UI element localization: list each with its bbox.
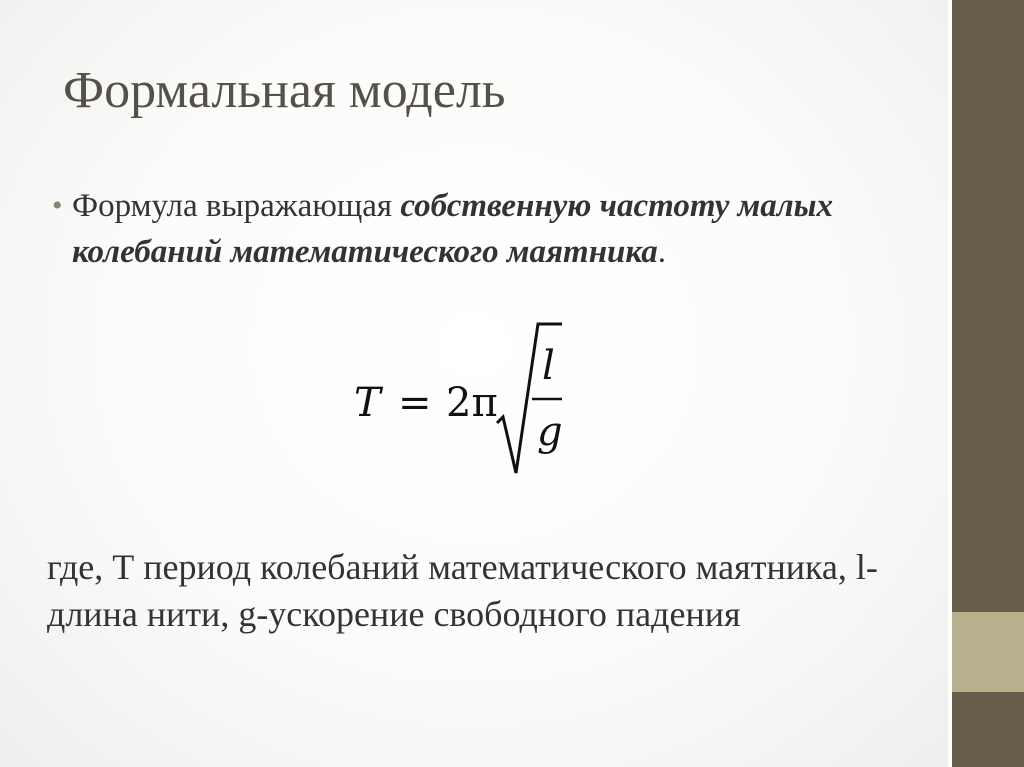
formula-lhs: T [354, 380, 381, 426]
bullet-prefix: Формула выражающая [72, 188, 401, 224]
formula-coefficient: 2π [446, 380, 498, 426]
formula-denominator: g [537, 409, 563, 455]
bullet-dot-icon: • [52, 189, 63, 222]
decorative-sidebar [948, 0, 1024, 767]
sidebar-accent-block [952, 612, 1024, 692]
formula-explanation: где, Т период колебаний математического маятника, l-длина нити, g-ускорение свободного падения [47, 547, 878, 634]
bullet-item [52, 183, 892, 275]
bullet-text [72, 183, 892, 275]
slide-title: Формальная модель [63, 62, 506, 119]
period-formula [340, 315, 580, 485]
formula-equals: = [398, 380, 432, 426]
formula-numerator: l [542, 343, 555, 389]
bullet-emphasis: собственную частоту малых колебаний математического маятника [72, 188, 834, 270]
bullet-suffix: . [657, 234, 667, 270]
